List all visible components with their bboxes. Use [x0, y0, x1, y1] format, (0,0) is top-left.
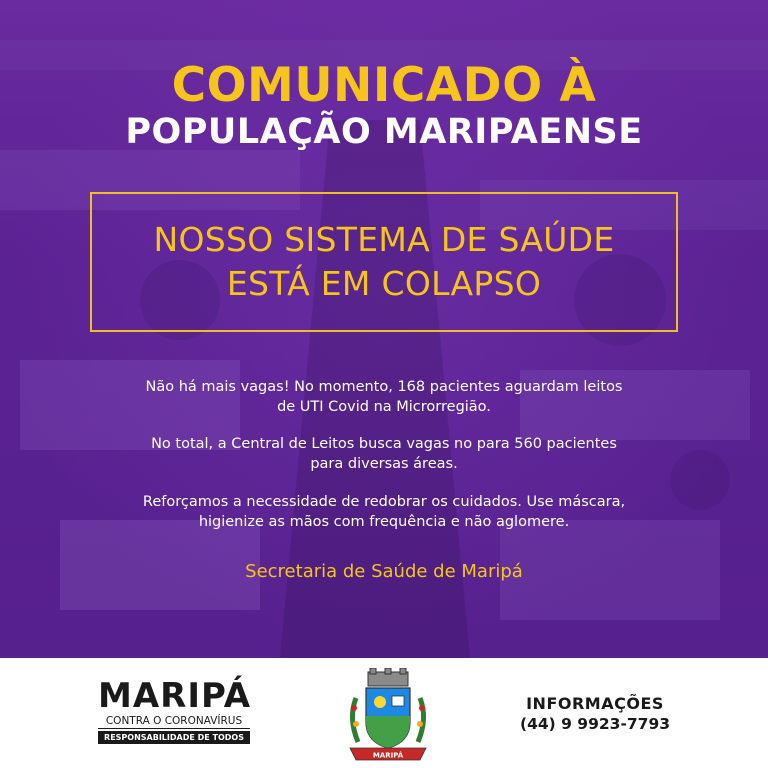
- brand-subtitle: CONTRA O CORONAVÍRUS: [98, 714, 250, 729]
- alert-box: [90, 192, 678, 332]
- paragraph-line: higienize as mãos com frequência e não aglomere.: [198, 514, 570, 530]
- paragraph-line: Reforçamos a necessidade de redobrar os cuidados. Use máscara,: [142, 494, 626, 510]
- page-title: COMUNICADO À: [171, 58, 597, 113]
- alert-line-1: NOSSO SISTEMA DE SAÚDE: [153, 220, 615, 259]
- coat-of-arms-icon: [342, 668, 434, 762]
- paragraph-central-beds: [84, 434, 684, 474]
- brand-name: MARIPÁ: [98, 676, 252, 716]
- paragraph-line: para diversas áreas.: [310, 456, 458, 472]
- signature: Secretaria de Saúde de Maripá: [245, 561, 523, 582]
- campaign-logo: [98, 678, 250, 744]
- page-subtitle: POPULAÇÃO MARIPAENSE: [125, 112, 643, 152]
- footer: [0, 658, 768, 768]
- paragraph-vacancies: [84, 377, 684, 417]
- info-label: INFORMAÇÕES: [526, 694, 664, 713]
- paragraph-line: Não há mais vagas! No momento, 168 pacientes aguardam leitos: [145, 379, 623, 395]
- contact-info: [510, 694, 680, 734]
- phone-number: (44) 9 9923-7793: [519, 715, 671, 733]
- brand-tagline: RESPONSABILIDADE DE TODOS: [98, 731, 250, 744]
- paragraph-precautions: [84, 492, 684, 532]
- paragraph-line: de UTI Covid na Microrregião.: [277, 399, 491, 415]
- alert-line-2: ESTÁ EM COLAPSO: [226, 264, 542, 303]
- paragraph-line: No total, a Central de Leitos busca vagas no para 560 pacientes: [151, 436, 617, 452]
- crest-ribbon-text: MARIPÁ: [372, 751, 404, 760]
